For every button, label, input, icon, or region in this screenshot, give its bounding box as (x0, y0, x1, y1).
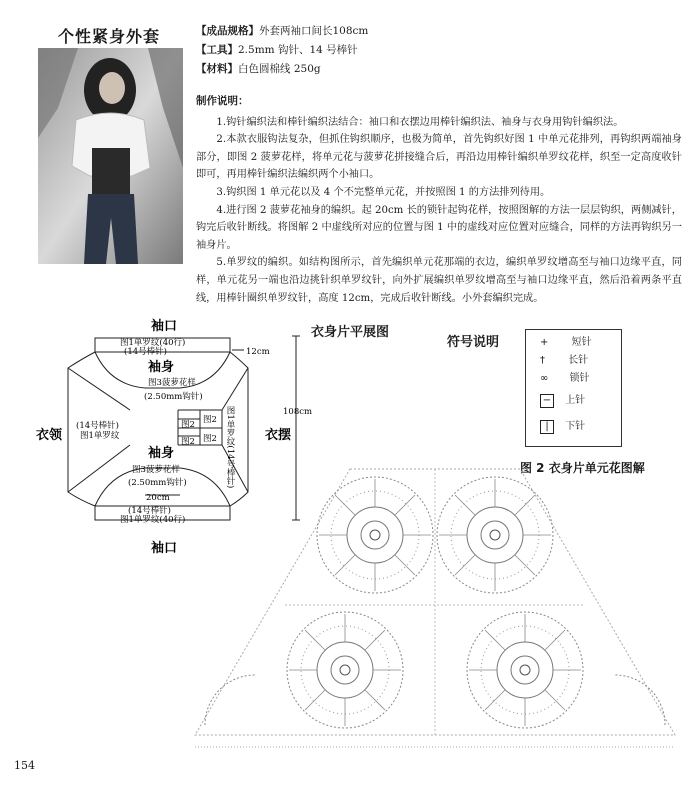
cuff-top-label: 袖口 (151, 319, 178, 334)
knit-icon: | (540, 420, 554, 434)
top-pattern-line1: 图3菠萝花样 (148, 378, 196, 388)
spec-material-value: 白色圆棉线 250g (238, 63, 321, 75)
bottom-rib-line1: (14号棒针) (128, 506, 171, 516)
fig2-label-a: 图2 (181, 420, 195, 430)
cuff-bottom-label: 袖口 (151, 541, 178, 556)
top-pattern-line2: (2.50mm钩针) (144, 392, 203, 402)
instruction-step-4: 4.进行图 2 菠萝花袖身的编织。起 20cm 长的锁针起钩花样，按照图解的方法一层层钩织，两侧减针，钩完后收针断线。将图解 2 中虚线所对应的位置与图 1 中的虚线对应位置对应缝合，同样的方法再钩织另一袖身片。 (196, 204, 682, 251)
instruction-step-3: 3.钩织图 1 单元花以及 4 个不完整单元花，并按照图 1 的方法排列待用。 (216, 186, 551, 198)
left-rib-line2: 图1单罗纹 (80, 431, 120, 441)
instructions-heading: 制作说明： (196, 95, 249, 107)
top-rib-line2: (14号棒针) (124, 347, 167, 357)
spec-size-label: 【成品规格】 (196, 25, 259, 37)
bottom-pattern-line1: 图3菠萝花样 (132, 465, 180, 475)
legend-label-purl: 上针 (565, 395, 586, 406)
collar-label: 衣领 (36, 428, 63, 443)
fig2-title: 图 2 衣身片单元花图解 (520, 461, 645, 475)
instruction-step-2: 2.本款衣服钩法复杂，但抓住钩织顺序，也极为简单，首先钩织好图 1 中单元花排列，再钩织两端袖身部分，即图 2 菠萝花样，将单元花与菠萝花拼接缝合后，再沿边用棒针编织单罗纹花样，织至一定高度收针即可，再用棒针编织法编织两个小袖口。 (196, 134, 682, 181)
short-stitch-icon: + (540, 337, 549, 348)
spec-material (196, 60, 368, 79)
spec-tools-label: 【工具】 (196, 44, 238, 56)
legend-item-short-stitch (540, 333, 592, 348)
instructions (196, 93, 682, 307)
bottom-pattern-line2: (2.50mm钩针) (128, 478, 187, 488)
legend-item-chain-stitch (540, 369, 590, 384)
spec-size-value: 外套两袖口间长108cm (259, 25, 369, 37)
legend-label-long-stitch: 长针 (568, 355, 589, 366)
sleeve-top-label: 袖身 (148, 360, 175, 375)
legend-item-long-stitch (540, 351, 588, 366)
spec-size (196, 22, 368, 41)
fig2-label-b: 图2 (181, 437, 195, 447)
instruction-step-5: 5.单罗纹的编织。如结构图所示，首先编织单元花那端的衣边，编织单罗纹增高至与袖口边缘平直，同样，单元花另一端也沿边挑针织单罗纹针，向外扩展编织单罗纹增高至与袖口边缘平直，然后沿着两条平直线，用棒针圈织单罗纹针，高度 12cm，完成后收针断线。小外套编织完成。 (196, 257, 682, 304)
crochet-chart (185, 465, 685, 761)
fig2-label-c: 图2 (203, 415, 217, 425)
long-stitch-icon: † (540, 355, 545, 366)
bottom-rib-line2: 图1单罗纹(40行) (120, 515, 186, 525)
right-rib-label: 图1单罗纹(14号棒针) (225, 406, 235, 489)
legend-label-short-stitch: 短针 (571, 337, 592, 348)
page-number: 154 (14, 759, 35, 772)
dim-20cm: 20cm (146, 493, 170, 503)
purl-icon: − (540, 394, 554, 408)
top-rib-line1: 图1单罗纹(40行) (120, 338, 186, 348)
hem-label: 衣摆 (265, 428, 292, 443)
left-rib-line1: (14号棒针) (76, 421, 119, 431)
dim-12cm: 12cm (246, 347, 270, 357)
dim-108cm: 108cm (283, 407, 313, 417)
legend-item-purl (540, 391, 585, 408)
spec-material-label: 【材料】 (196, 63, 238, 75)
spec-tools-value: 2.5mm 钩针、14 号棒针 (238, 44, 358, 56)
chain-stitch-icon: ∞ (540, 373, 549, 384)
model-photo-image (38, 48, 183, 264)
page-title: 个性紧身外套 (58, 27, 161, 46)
instruction-step-1: 1.钩针编织法和棒针编织法结合：袖口和衣摆边用棒针编织法、袖身与衣身用钩针编织法。 (216, 116, 624, 128)
legend-label-chain-stitch: 锁针 (569, 373, 590, 384)
specs-block (196, 22, 368, 79)
legend-label-knit: 下针 (565, 421, 586, 432)
symbol-legend (525, 329, 622, 447)
legend-item-knit (540, 417, 585, 434)
sleeve-bottom-label: 袖身 (148, 446, 175, 461)
spec-tools (196, 41, 368, 60)
model-photo (38, 48, 183, 264)
legend-title: 符号说明 (447, 335, 500, 350)
fig2-label-d: 图2 (203, 434, 217, 444)
diagram-title: 衣身片平展图 (311, 325, 390, 340)
